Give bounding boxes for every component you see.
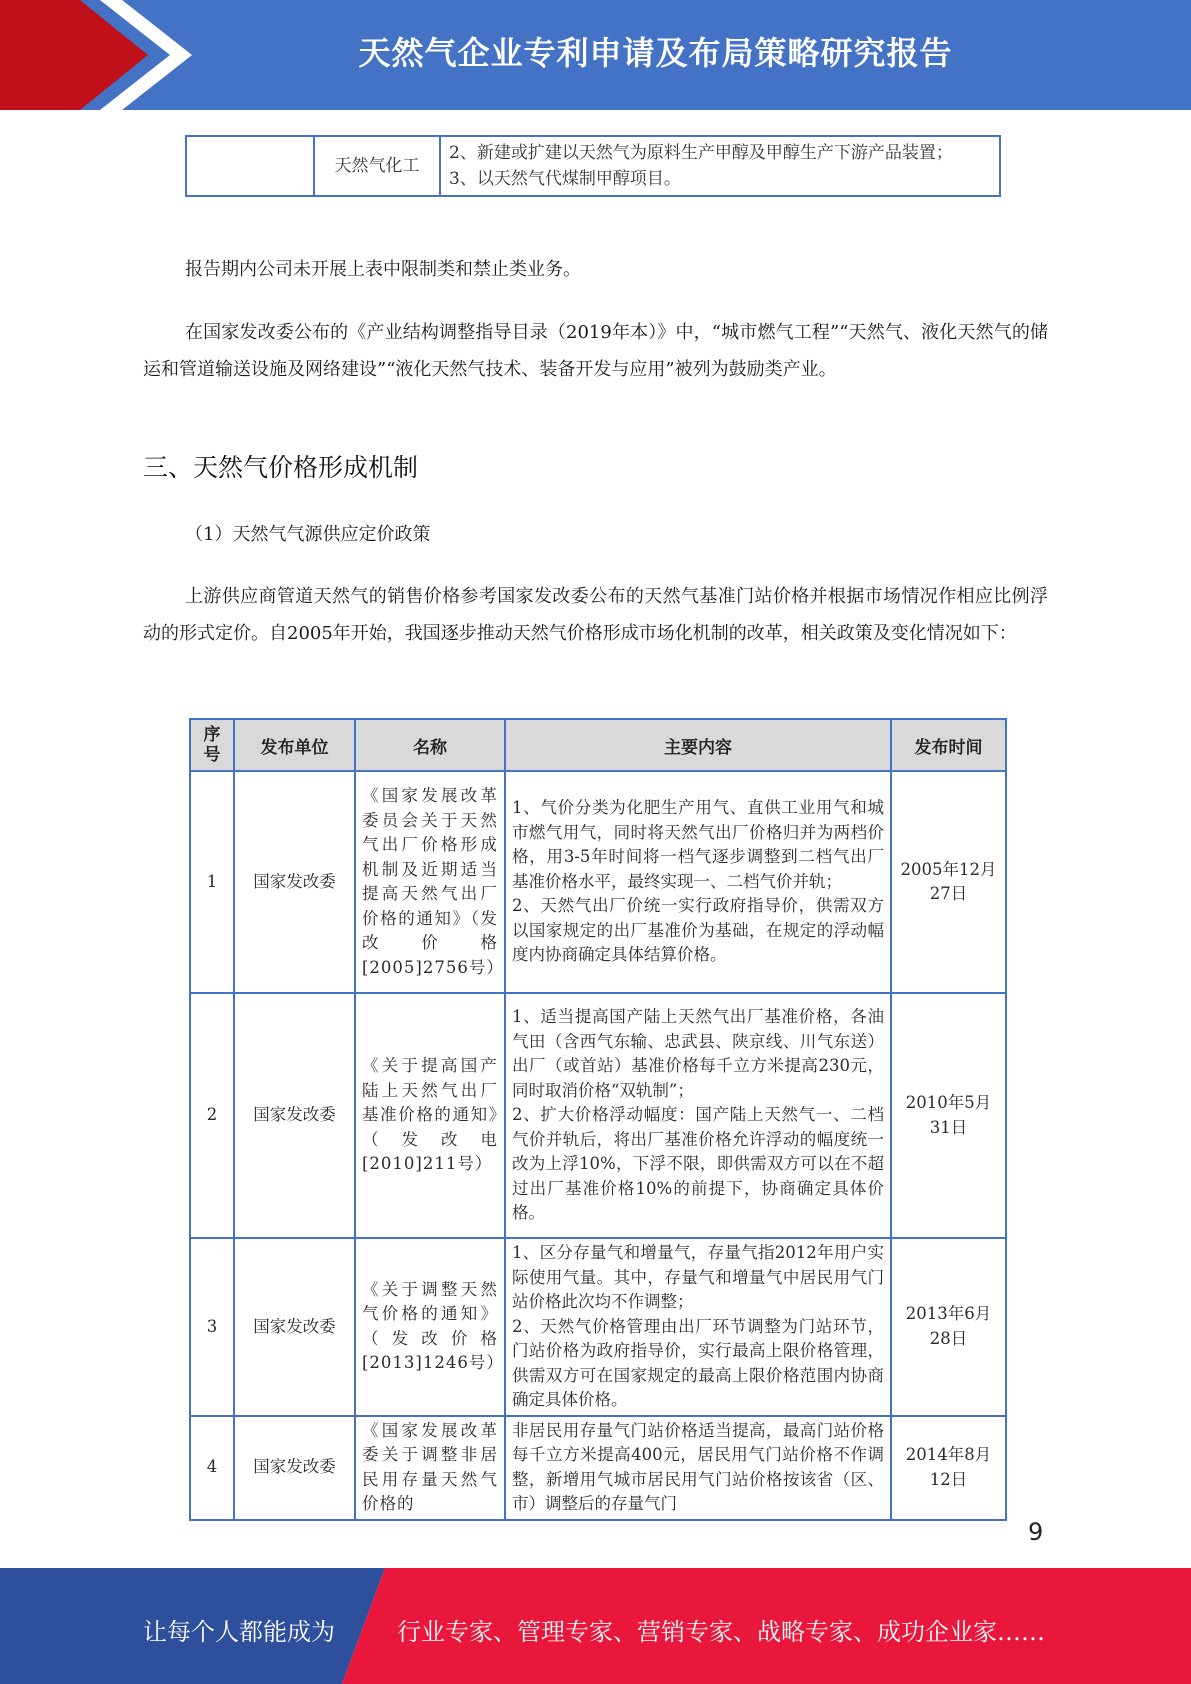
cell-no: 2	[190, 993, 234, 1238]
cell-content: 非居民用存量气门站价格适当提高，最高门站价格每千立方米提高400元，居民用气门站价格不作调整，新增用气城市居民用气门站价格按该省（区、市）调整后的存量气门	[505, 1416, 891, 1520]
cell-content: 1、适当提高国产陆上天然气出厂基准价格，各油气田（含西气东输、忠武县、陕京线、川气东送）出厂（或首站）基准价格每千立方米提高230元，同时取消价格“双轨制”； 2、扩大价格浮动幅度：国产陆上天然气一、二档气价并轨后，将出厂基准价格允许浮动的幅度统一改为上浮10%，下浮不限，即供需双方可以在不超过出厂基准价格10%的前提下，协商确定具体价格。	[505, 993, 891, 1238]
cell-date: 2005年12月27日	[891, 771, 1006, 993]
page-header	[0, 0, 1191, 110]
cell-name: 《国家发展改革委关于调整非居民用存量天然气价格的	[355, 1416, 505, 1520]
cell-issuer: 国家发改委	[234, 771, 355, 993]
table-cell-content	[440, 136, 1000, 196]
footer-slogan-left: 让每个人都能成为	[143, 1618, 335, 1646]
cell-date: 2010年5月31日	[891, 993, 1006, 1238]
content-line: 2、新建或扩建以天然气为原料生产甲醇及甲醇生产下游产品装置；	[449, 143, 953, 163]
page-number: 9	[1028, 1518, 1044, 1546]
table-row	[190, 1238, 1006, 1416]
header-name: 名称	[355, 719, 505, 771]
section-heading: 三、天然气价格形成机制	[143, 453, 419, 482]
cell-name: 《关于提高国产陆上天然气出厂基准价格的通知》（发改电[2010]211号）	[355, 993, 505, 1238]
header-date: 发布时间	[891, 719, 1006, 771]
cell-content: 1、区分存量气和增量气，存量气指2012年用户实际使用气量。其中，存量气和增量气中居民用气门站价格此次均不作调整； 2、天然气价格管理由出厂环节调整为门站环节，门站价格为政府指导价，实行最高上限价格管理，供需双方可在国家规定的最高上限价格范围内协商确定具体价格。	[505, 1238, 891, 1416]
continued-restriction-table	[185, 135, 1001, 197]
table-cell-empty	[186, 136, 314, 196]
paragraph-pricing: 上游供应商管道天然气的销售价格参考国家发改委公布的天然气基准门站价格并根据市场情况作相应比例浮动的形式定价。自2005年开始，我国逐步推动天然气价格形成市场化机制的改革，相关政策及变化情况如下：	[143, 586, 1048, 644]
cell-name: 《国家发展改革委员会关于天然气出厂价格形成机制及近期适当提高天然气出厂价格的通知》（发改价格[2005]2756号）	[355, 771, 505, 993]
sub-heading: （1）天然气气源供应定价政策	[185, 524, 431, 545]
cell-issuer: 国家发改委	[234, 993, 355, 1238]
cell-issuer: 国家发改委	[234, 1416, 355, 1520]
header-content: 主要内容	[505, 719, 891, 771]
cell-date: 2013年6月28日	[891, 1238, 1006, 1416]
table-row	[190, 771, 1006, 993]
cell-issuer: 国家发改委	[234, 1238, 355, 1416]
table-row	[190, 993, 1006, 1238]
paragraph-no-restricted-business: 报告期内公司未开展上表中限制类和禁止类业务。	[185, 259, 581, 280]
cell-no: 3	[190, 1238, 234, 1416]
header-title: 天然气企业专利申请及布局策略研究报告	[358, 34, 953, 72]
gas-price-policy-table	[189, 718, 1007, 1521]
table-row	[190, 1416, 1006, 1520]
footer-slogan-right: 行业专家、管理专家、营销专家、战略专家、成功企业家……	[397, 1618, 1045, 1646]
cell-content: 1、气价分类为化肥生产用气、直供工业用气和城市燃气用气，同时将天然气出厂价格归并为两档价格，用3-5年时间将一档气逐步调整到二档气出厂基准价格水平，最终实现一、二档气价并轨； 2、天然气出厂价统一实行政府指导价，供需双方以国家规定的出厂基准价为基础，在规定的浮动幅度内协商确定具体结算价格。	[505, 771, 891, 993]
cell-no: 1	[190, 771, 234, 993]
paragraph-encouraged-industry: 在国家发改委公布的《产业结构调整指导目录（2019年本）》中，“城市燃气工程”“天然气、液化天然气的储运和管道输送设施及网络建设”“液化天然气技术、装备开发与应用”被列为鼓励类产业。	[143, 322, 1048, 380]
cell-no: 4	[190, 1416, 234, 1520]
table-cell-category: 天然气化工	[314, 136, 440, 196]
content-line: 3、以天然气代煤制甲醇项目。	[449, 169, 681, 189]
header-issuer: 发布单位	[234, 719, 355, 771]
page-footer	[0, 1568, 1191, 1684]
cell-name: 《关于调整天然气价格的通知》（发改价格[2013]1246号）	[355, 1238, 505, 1416]
header-no: 序号	[190, 719, 234, 771]
cell-date: 2014年8月12日	[891, 1416, 1006, 1520]
table-header-row	[190, 719, 1006, 771]
